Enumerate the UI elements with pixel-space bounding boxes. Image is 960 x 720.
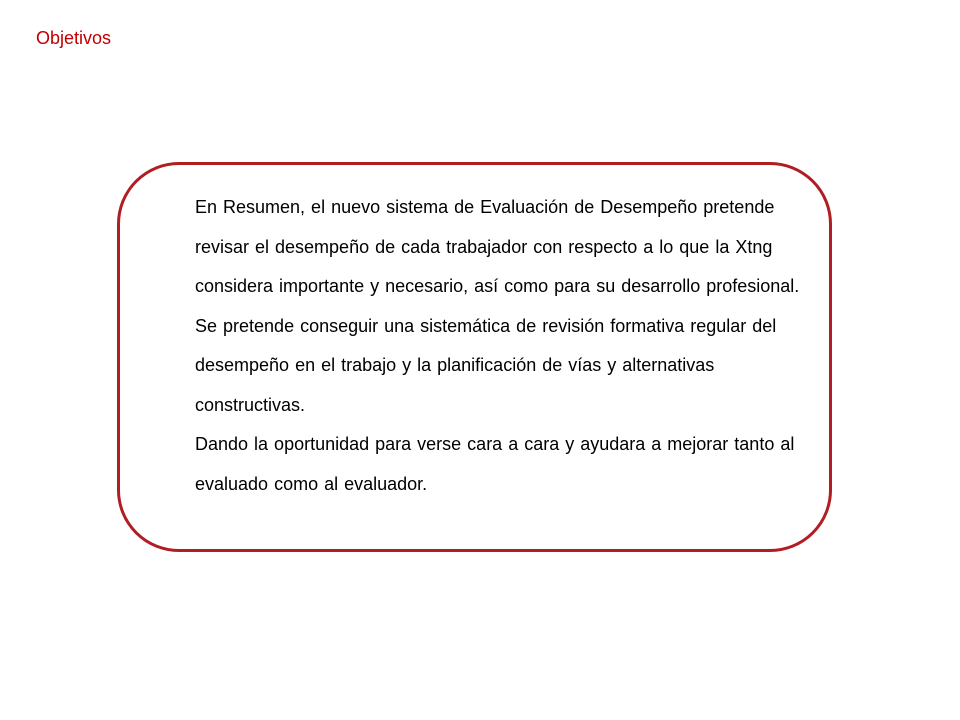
summary-text: [195, 188, 815, 504]
summary-paragraph-1: En Resumen, el nuevo sistema de Evaluación de Desempeño pretende revisar el desempeño de cada trabajador con respecto a lo que la Xtng considera importante y necesario, así como para su desarrollo profesional.: [195, 197, 800, 296]
summary-paragraph-3: Dando la oportunidad para verse cara a cara y ayudara a mejorar tanto al evaluado como al evaluador.: [195, 434, 795, 494]
slide-title: Objetivos: [36, 28, 112, 48]
summary-paragraph-2: Se pretende conseguir una sistemática de revisión formativa regular del desempeño en el trabajo y la planificación de vías y alternativas constructivas.: [195, 315, 777, 415]
